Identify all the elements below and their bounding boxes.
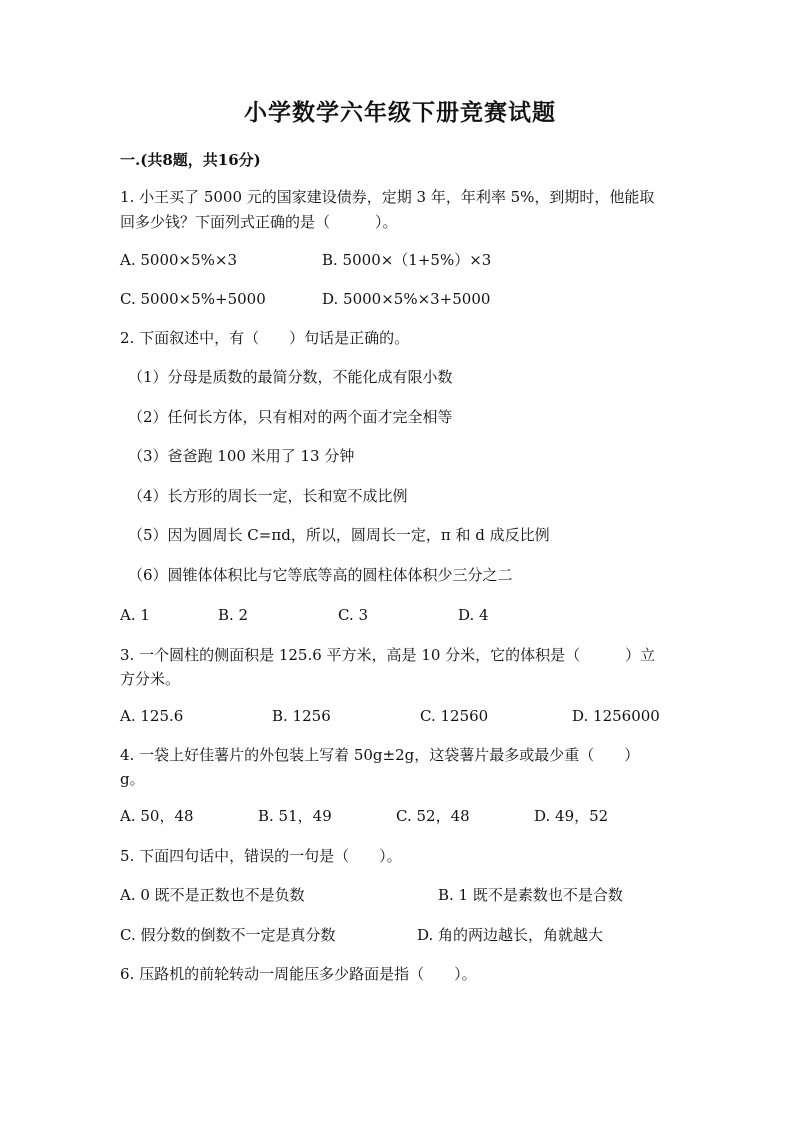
q2-statement-2: （2）任何长方体，只有相对的两个面才完全相等	[128, 408, 453, 426]
q1-stem-line1: 1. 小王买了 5000 元的国家建设债券，定期 3 年，年利率 5%，到期时，他能取	[120, 188, 655, 206]
q6-stem: 6. 压路机的前轮转动一周能压多少路面是指（ ）。	[120, 965, 477, 983]
q5-option-c: C. 假分数的倒数不一定是真分数	[120, 926, 336, 944]
q3-stem-line1: 3. 一个圆柱的侧面积是 125.6 平方米，高是 10 分米，它的体积是（ ）立	[120, 646, 656, 664]
q4-stem-line1: 4. 一袋上好佳薯片的外包装上写着 50g±2g，这袋薯片最多或最少重（ ）	[120, 746, 640, 764]
q4-stem-line2: g。	[120, 770, 145, 788]
q4-option-a: A. 50，48	[120, 807, 194, 825]
q4-option-b: B. 51，49	[258, 807, 332, 825]
section-heading: 一.(共8题，共16分)	[120, 151, 261, 169]
q1-stem-line2: 回多少钱？下面列式正确的是（ ）。	[120, 213, 398, 231]
q5-option-b: B. 1 既不是素数也不是合数	[438, 886, 623, 904]
q3-option-d: D. 1256000	[572, 707, 660, 725]
q2-statement-5: （5）因为圆周长 C=πd，所以，圆周长一定，π 和 d 成反比例	[128, 526, 550, 544]
q5-option-d: D. 角的两边越长，角就越大	[417, 926, 604, 944]
q2-option-d: D. 4	[458, 606, 489, 624]
q3-stem-line2: 方分米。	[120, 670, 181, 688]
q1-option-a: A. 5000×5%×3	[120, 251, 238, 269]
q4-option-d: D. 49，52	[534, 807, 609, 825]
q2-option-a: A. 1	[120, 606, 150, 624]
q3-option-b: B. 1256	[272, 707, 331, 725]
q4-option-c: C. 52，48	[396, 807, 470, 825]
q1-option-b: B. 5000×（1+5%）×3	[322, 251, 492, 269]
q2-option-b: B. 2	[218, 606, 249, 624]
q5-stem: 5. 下面四句话中，错误的一句是（ ）。	[120, 847, 402, 865]
q5-option-a: A. 0 既不是正数也不是负数	[120, 886, 305, 904]
q3-option-a: A. 125.6	[120, 707, 184, 725]
q2-statement-6: （6）圆锥体体积比与它等底等高的圆柱体体积少三分之二	[128, 566, 513, 584]
page-title: 小学数学六年级下册竞赛试题	[244, 99, 556, 126]
q3-option-c: C. 12560	[420, 707, 489, 725]
q2-stem: 2. 下面叙述中，有（ ）句话是正确的。	[120, 329, 410, 347]
q1-option-d: D. 5000×5%×3+5000	[322, 290, 491, 308]
q2-option-c: C. 3	[338, 606, 369, 624]
q2-statement-1: （1）分母是质数的最简分数，不能化成有限小数	[128, 368, 453, 386]
q2-statement-4: （4）长方形的周长一定，长和宽不成比例	[128, 487, 408, 505]
q2-statement-3: （3）爸爸跑 100 米用了 13 分钟	[128, 447, 355, 465]
q1-option-c: C. 5000×5%+5000	[120, 290, 266, 308]
